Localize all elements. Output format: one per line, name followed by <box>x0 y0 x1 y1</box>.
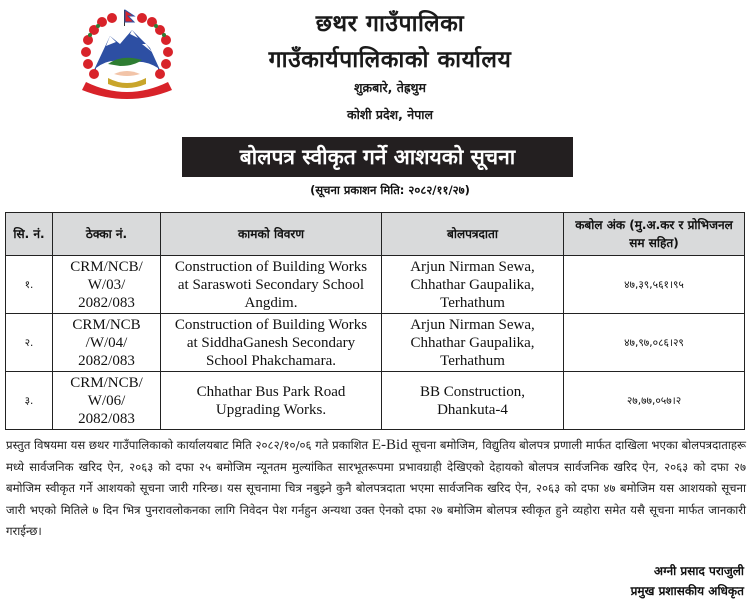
municipality-name: छथर गाउँपालिका <box>315 11 465 37</box>
description-line: School Phakchamara. <box>206 352 336 369</box>
cell-sn: १. <box>6 256 53 314</box>
bidder-line: BB Construction, <box>419 383 525 400</box>
contract-line: 2082/083 <box>78 294 135 311</box>
header-description: कामको विवरण <box>161 213 382 256</box>
contract-line: W/03/ <box>87 276 126 293</box>
cell-bidder <box>382 314 564 372</box>
cell-sn: २. <box>6 314 53 372</box>
cell-contract-no <box>53 256 161 314</box>
notice-title: बोलपत्र स्वीकृत गर्ने आशयको सूचना <box>182 137 573 177</box>
signatory-title: प्रमुख प्रशासकीय अधिकृत <box>630 584 744 598</box>
cell-description <box>161 256 382 314</box>
nepal-coat-of-arms-icon <box>72 8 182 100</box>
description-line: Upgrading Works. <box>215 401 327 418</box>
contract-line: CRM/NCB <box>72 316 141 333</box>
bidder-line: Terhathum <box>440 352 505 369</box>
office-location: शुक्रबारे, तेह्रथुम <box>354 80 426 95</box>
signatory-name: अग्नी प्रसाद पराजुली <box>653 564 744 578</box>
description-line: Construction of Building Works <box>174 316 368 333</box>
office-name: गाउँकार्यपालिकाको कार्यालय <box>268 47 512 73</box>
table-header-row <box>6 213 745 256</box>
bidder-line: Chhathar Gaupalika, <box>410 276 535 293</box>
body-text-part1: प्रस्तुत विषयमा यस छथर गाउँपालिकाको कार्यालयबाट मिति २०८२/१०/०६ गते प्रकाशित <box>6 438 372 452</box>
bidder-line: Arjun Nirman Sewa, <box>410 258 535 275</box>
table-row <box>6 372 745 430</box>
description-line: at Saraswoti Secondary School <box>177 276 365 293</box>
contract-line: CRM/NCB/ <box>70 258 143 275</box>
cell-bidder <box>382 256 564 314</box>
description-line: Construction of Building Works <box>174 258 368 275</box>
bidder-line: Arjun Nirman Sewa, <box>410 316 535 333</box>
contract-line: 2082/083 <box>78 410 135 427</box>
header-amount: कबोल अंक (मु.अ.कर र प्रोभिजनल सम सहित) <box>564 213 745 256</box>
province-name: कोशी प्रदेश, नेपाल <box>346 107 434 122</box>
cell-contract-no <box>53 314 161 372</box>
cell-contract-no <box>53 372 161 430</box>
cell-sn: ३. <box>6 372 53 430</box>
bidder-line: Chhathar Gaupalika, <box>410 334 535 351</box>
publication-date: (सूचना प्रकाशन मिति: २०८२/११/२७) <box>310 183 470 197</box>
contract-line: 2082/083 <box>78 352 135 369</box>
body-text-part2: सूचना बमोजिम, विद्युतिय बोलपत्र प्रणाली मार्फत दाखिला भएका बोलपत्रदाताहरू मध्ये सार्वजनिक खरिद ऐन, २०६३ को दफा २५ बमोजिम न्यूनतम मुल्यांकित सारभूतरूपमा प्रभावग्राही देखिएको देहायको बोलपत्र सार्वजनिक खरिद ऐन, २०६३ को दफा २७ बमोजिम स्वीकृत गर्ने आशयको सूचना जारी गरिन्छ। यस सूचनामा चित्र नबुझ्ने कुनै बोलपत्रदाता भएमा सार्वजनिक खरिद ऐन, २०६३ को दफा ४७ बमोजिम यस आशयको सूचना जारी भएको मितिले ७ दिन भित्र पुनरावलोकनका लागि निवेदन पेश गर्नहुन अन्यथा उक्त ऐनको दफा २७ बमोजिम बोलपत्र स्वीकृत हुने व्यहोरा समेत यसै सूचना मार्फत जानकारी गराईन्छ। <box>6 438 746 538</box>
cell-description <box>161 372 382 430</box>
cell-amount: २७,७७,०५७।२ <box>564 372 745 430</box>
cell-amount: ४७,३९,५६१।९५ <box>564 256 745 314</box>
bidder-line: Dhankuta-4 <box>437 401 508 418</box>
header-contract-no: ठेक्का नं. <box>53 213 161 256</box>
ebid-label: E-Bid <box>371 437 408 453</box>
header-sn: सि. नं. <box>6 213 53 256</box>
cell-description <box>161 314 382 372</box>
description-line: at SiddhaGanesh Secondary <box>186 334 356 351</box>
contract-line: W/06/ <box>87 392 126 409</box>
contract-line: /W/04/ <box>85 334 128 351</box>
notice-body <box>6 435 746 543</box>
cell-amount: ४७,९७,०८६।२९ <box>564 314 745 372</box>
header-bidder: बोलपत्रदाता <box>382 213 564 256</box>
contract-line: CRM/NCB/ <box>70 374 143 391</box>
description-line: Chhathar Bus Park Road <box>196 383 346 400</box>
bidder-line: Terhathum <box>440 294 505 311</box>
table-row <box>6 256 745 314</box>
cell-bidder <box>382 372 564 430</box>
bid-table <box>5 212 745 430</box>
description-line: Angdim. <box>244 294 298 311</box>
table-row <box>6 314 745 372</box>
